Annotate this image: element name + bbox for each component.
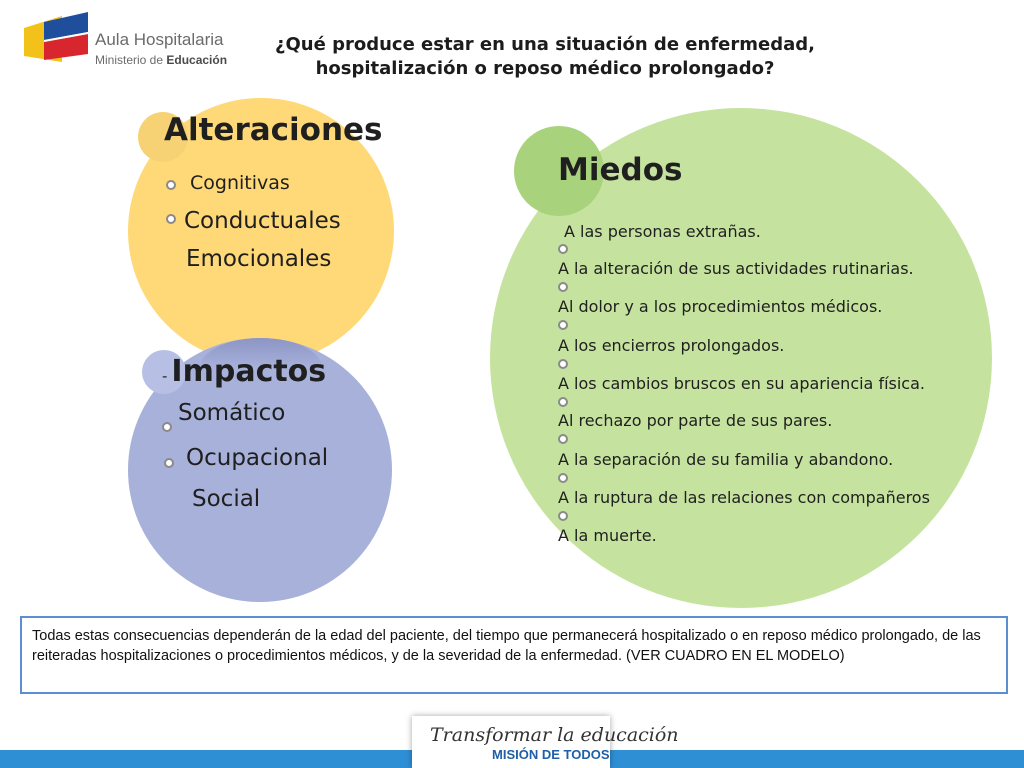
footer-slogan: Transformar la educación (430, 724, 679, 746)
bullet-icon (162, 422, 172, 432)
miedos-item: Al rechazo por parte de sus pares. (558, 411, 833, 430)
impactos-item: Ocupacional (186, 445, 329, 471)
impactos-heading: - Impactos (162, 354, 327, 389)
bullet-icon (558, 282, 568, 292)
bullet-icon (558, 320, 568, 330)
impactos-item: Somático (178, 400, 286, 426)
alteraciones-item: Conductuales (184, 208, 341, 234)
flag-logo-icon (22, 10, 92, 70)
miedos-item: A la separación de su familia y abandono. (558, 450, 894, 469)
note-box: Todas estas consecuencias dependerán de la edad del paciente, del tiempo que permanecerá hospitalizado o en reposo médico prolongado, de las reiteradas hospitalizaciones o procedimientos médicos, y de la severidad de la enfermedad. (VER CUADRO EN EL MODELO) (20, 616, 1008, 694)
page-title: ¿Qué produce estar en una situación de enfermedad, hospitalización o reposo médico prolongado? (275, 34, 815, 79)
logo (22, 10, 242, 74)
miedos-item: Al dolor y a los procedimientos médicos. (558, 297, 883, 316)
miedos-item: A los encierros prolongados. (558, 336, 785, 355)
bullet-icon (166, 214, 176, 224)
miedos-item: A los cambios bruscos en su apariencia física. (558, 374, 925, 393)
bullet-icon (166, 180, 176, 190)
bullet-icon (558, 473, 568, 483)
miedos-item: A la ruptura de las relaciones con compañeros (558, 488, 930, 507)
miedos-heading: Miedos (558, 152, 683, 188)
alteraciones-heading: Alteraciones (164, 112, 383, 148)
bullet-icon (558, 434, 568, 444)
bullet-icon (558, 359, 568, 369)
miedos-item: A las personas extrañas. (564, 222, 761, 241)
impactos-item: Social (192, 486, 261, 512)
logo-subtitle: Ministerio de Educación (95, 53, 228, 67)
miedos-item: A la alteración de sus actividades rutinarias. (558, 259, 914, 278)
alteraciones-item: Cognitivas (190, 172, 290, 194)
logo-title: Aula Hospitalaria (95, 30, 224, 49)
bullet-icon (558, 244, 568, 254)
footer-mission: MISIÓN DE TODOS (492, 747, 610, 762)
bullet-icon (164, 458, 174, 468)
bullet-icon (558, 511, 568, 521)
bullet-icon (558, 397, 568, 407)
miedos-item: A la muerte. (558, 526, 657, 545)
alteraciones-item: Emocionales (186, 246, 332, 272)
